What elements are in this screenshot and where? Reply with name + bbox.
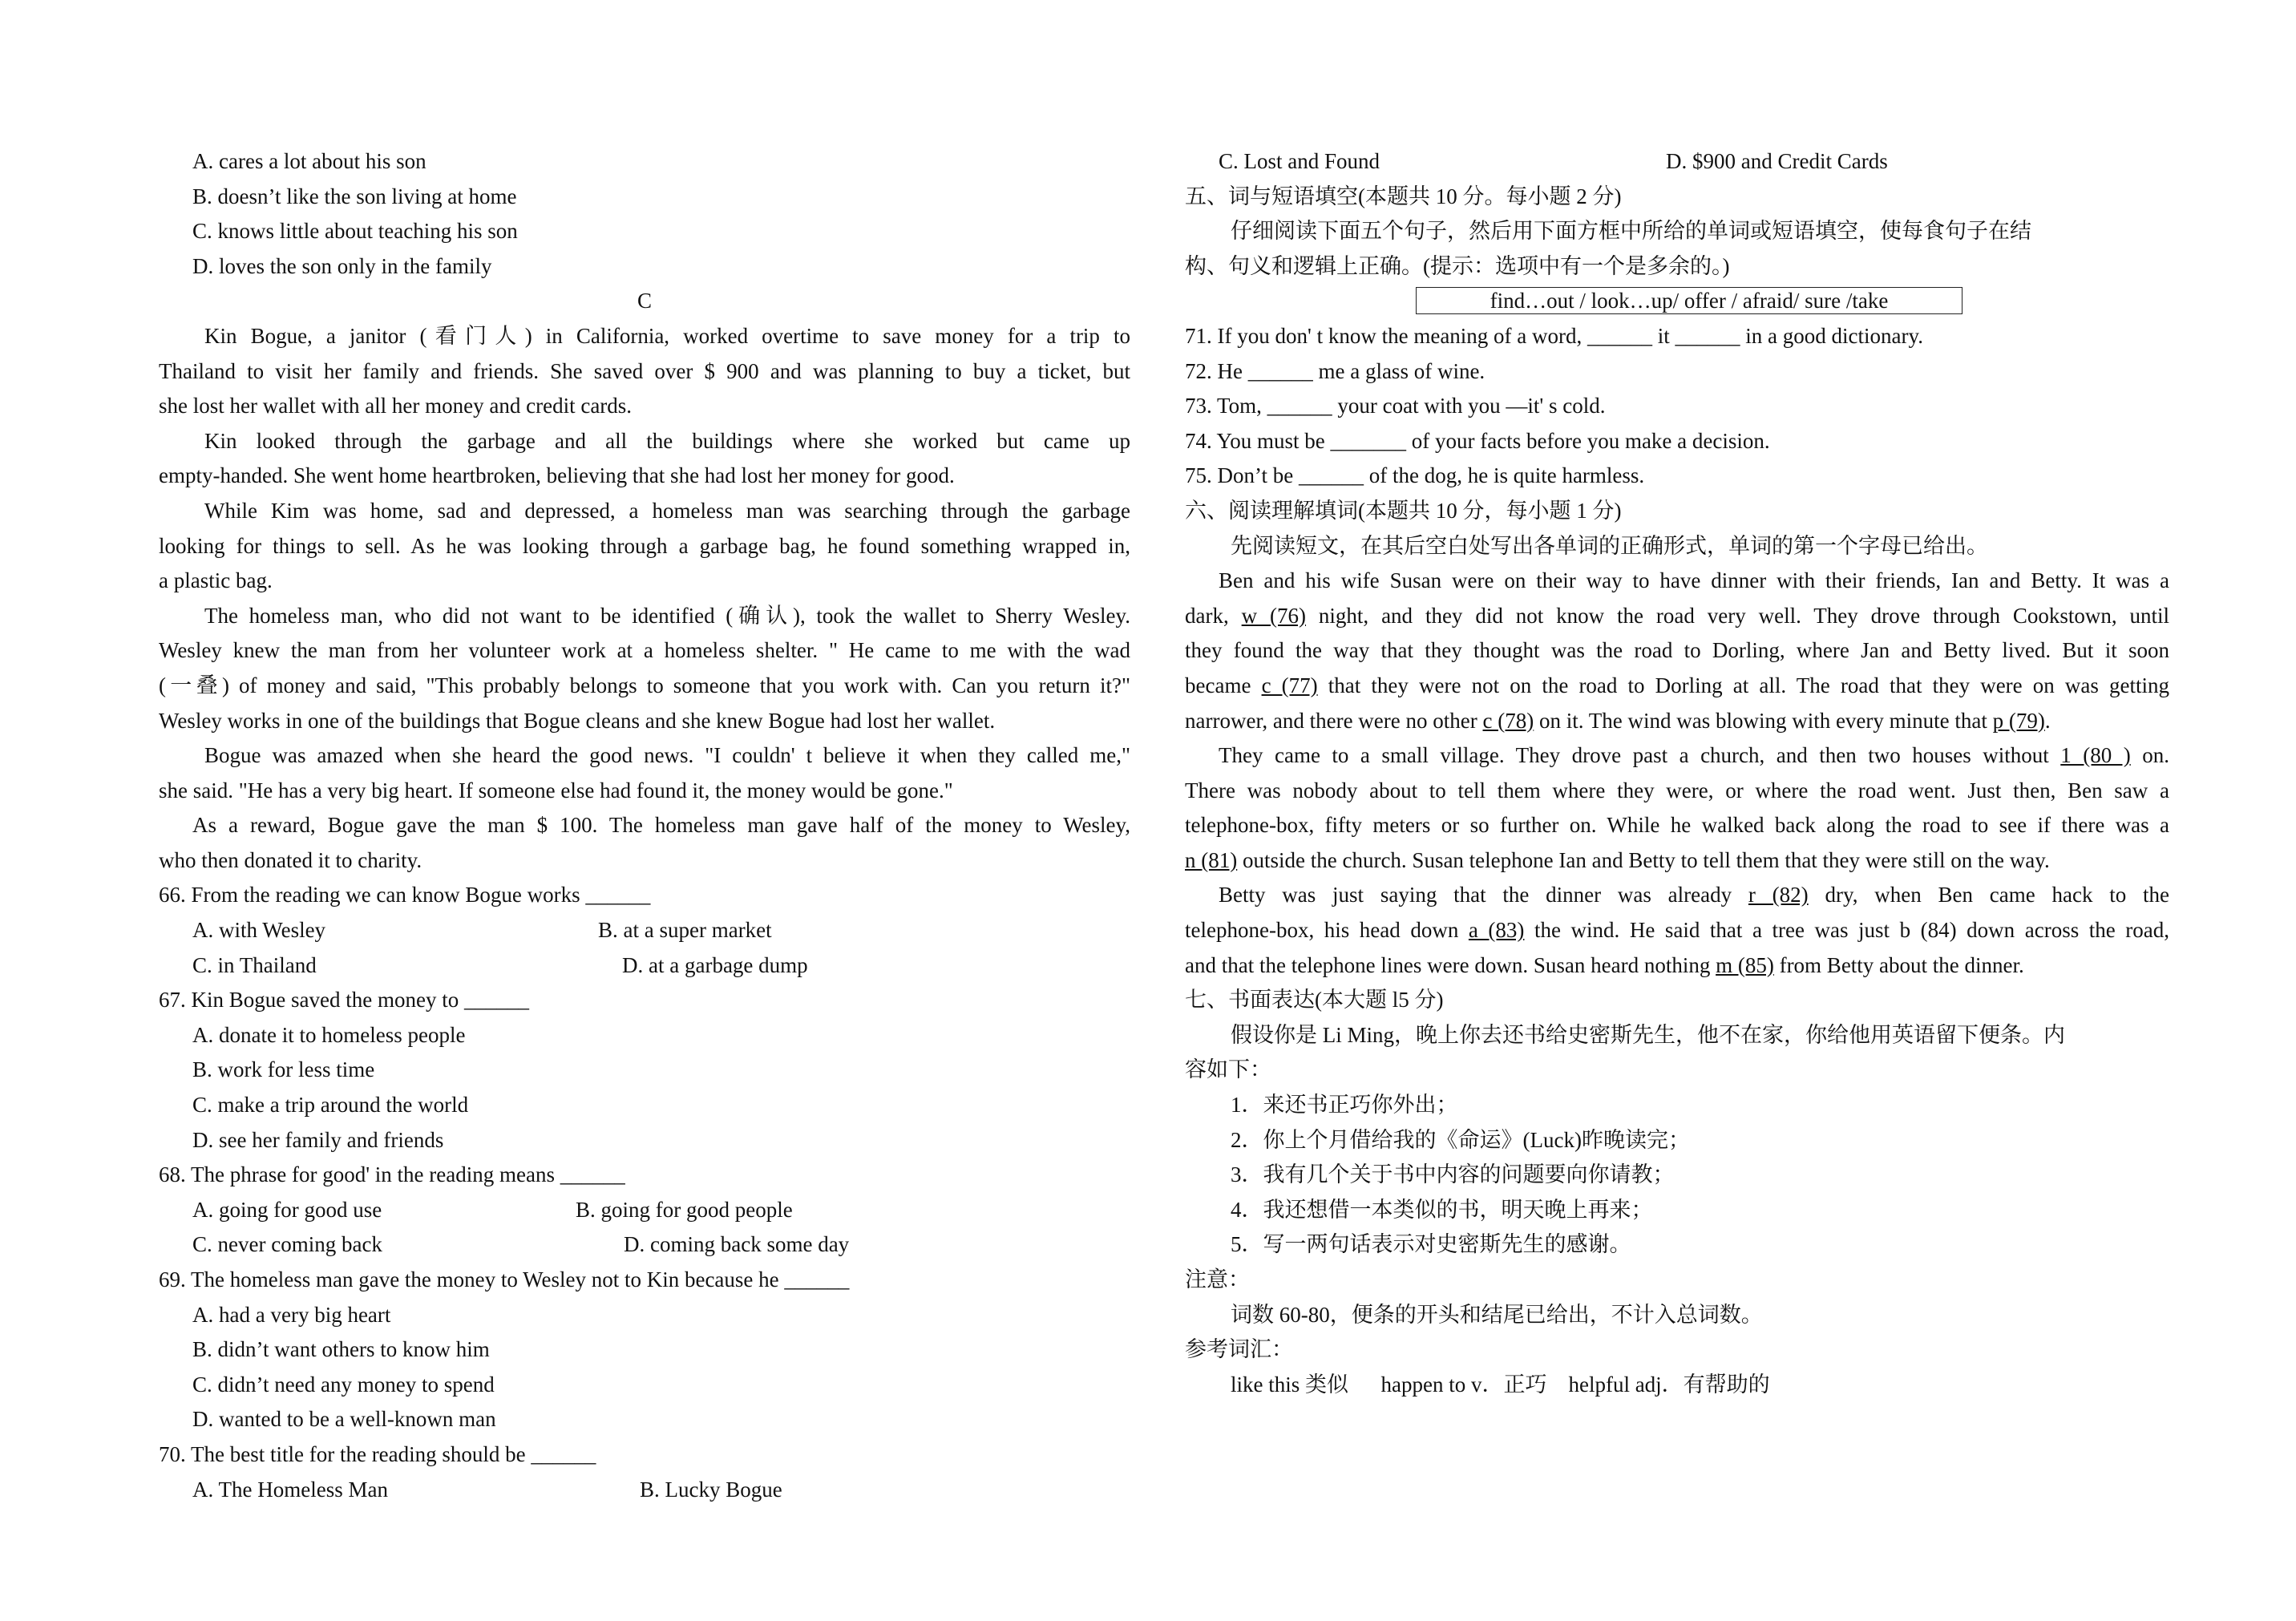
q72: 72. He ______ me a glass of wine. [1185,358,1486,383]
q73: 73. Tom, ______ your coat with you —it' s cold. [1185,394,1606,418]
q70-option-d: D. $900 and Credit Cards [1666,149,1888,173]
blank-77: c (77) [1261,673,1318,697]
q68-option-c: C. never coming back [192,1232,382,1257]
section-7-point-1: 1．来还书正巧你外出； [1231,1093,1458,1118]
passage-line: Kin Bogue, a janitor (看门人) in California, worked overtime to save money for a trip to [204,323,1130,348]
section-7-point-2: 2．你上个月借给我的《命运》(Luck)昨晚读完； [1231,1127,1690,1152]
cloze-line: narrower, and there were no other c (78) on it. The wind was blowing with every minute that p (79). [1185,708,2051,733]
passage-paragraph-6 [159,808,1130,878]
passage-line: looking for things to sell. As he was looking through a garbage bag, he found something wrapped in, [159,533,1130,558]
cloze-line: There was nobody about to tell them where they were, or where the road went. Just then, Ben saw a [1185,778,2169,802]
passage-paragraph-1 [159,319,1130,424]
q68-options-row-2 [159,1227,1130,1263]
q66-option-c: C. in Thailand [192,952,317,977]
passage-paragraph-5 [159,738,1130,808]
passage-line: Kin looked through the garbage and all the buildings where she worked but came up [204,428,1130,453]
passage-line: she lost her wallet with all her money and credit cards. [159,394,633,418]
q70-option-c: C. Lost and Found [1219,149,1380,173]
q70-option-b: B. Lucky Bogue [640,1477,782,1502]
blank-81: n (81) [1185,847,1238,872]
passage-line: As a reward, Bogue gave the man $ 100. The homeless man gave half of the money to Wesley, [192,813,1130,838]
blank-83: a (83) [1468,918,1525,943]
cloze-paragraph-2 [1185,738,2169,878]
q71: 71. If you don' t know the meaning of a word, ______ it ______ in a good dictionary. [1185,323,1923,348]
q68-stem: 68. The phrase for good' in the reading means ______ [159,1162,625,1187]
section-7-intro-line-2: 容如下： [1185,1057,1271,1082]
vocab-text: like this 类似 happen to v．正巧 helpful adj．有帮助的 [1231,1372,1770,1397]
section-7-point-4: 4．我还想借一本类似的书，明天晚上再来； [1231,1197,1653,1222]
passage-paragraph-3 [159,494,1130,599]
q69-stem: 69. The homeless man gave the money to Wesley not to Kin because he ______ [159,1267,850,1292]
q69-option-b: B. didn’t want others to know him [192,1337,490,1362]
q69-option-c: C. didn’t need any money to spend [192,1372,495,1397]
section-6-intro: 先阅读短文，在其后空白处写出各单词的正确形式，单词的第一个字母已给出。 [1231,533,1988,558]
passage-line: Bogue was amazed when she heard the good news. "I couldn' t believe it when they called me," [204,743,1130,768]
cloze-paragraph-1 [1185,564,2169,738]
note-label: 注意： [1185,1267,1250,1292]
q69-option-a: A. had a very big heart [192,1302,391,1327]
q66-options-row-1 [159,913,1130,948]
passage-line: a plastic bag. [159,568,273,593]
q69-option-d: D. wanted to be a well-known man [192,1407,496,1432]
q66-option-d: D. at a garbage dump [622,952,808,977]
blank-80: 1 (80 ) [2060,743,2131,768]
q65-option-c: C. knows little about teaching his son [192,219,518,244]
blank-76: w (76) [1241,603,1307,628]
q67-stem: 67. Kin Bogue saved the money to ______ [159,988,529,1013]
section-6-title: 六、阅读理解填词(本题共 10 分，每小题 1 分) [1185,498,1622,523]
q68-options-row-1 [159,1193,1130,1228]
q66-option-b: B. at a super market [598,918,772,943]
q74: 74. You must be _______ of your facts before you make a decision. [1185,428,1770,453]
left-column [159,144,1130,1507]
q68-option-a: A. going for good use [192,1197,382,1222]
blank-82: r (82) [1748,883,1809,908]
passage-line: empty-handed. She went home heartbroken, believing that she had lost her money for good. [159,463,955,488]
q67-option-c: C. make a trip around the world [192,1093,469,1118]
q66-options-row-2 [159,948,1130,984]
passage-label: C [637,289,652,313]
q66-stem: 66. From the reading we can know Bogue works ______ [159,883,651,908]
section-7-point-5: 5．写一两句话表示对史密斯先生的感谢。 [1231,1232,1631,1257]
q66-option-a: A. with Wesley [192,918,326,943]
q70-option-a: A. The Homeless Man [192,1477,388,1502]
cloze-line: and that the telephone lines were down. Susan heard nothing m (85) from Betty about the dinner. [1185,952,2024,977]
cloze-line: they found the way that they thought was the road to Dorling, where Jan and Betty lived. But it soon [1185,638,2169,663]
q70-stem: 70. The best title for the reading should be ______ [159,1441,596,1466]
cloze-line: n (81) outside the church. Susan telephone Ian and Betty to tell them that they were still on the way. [1185,847,2050,872]
q65-option-d: D. loves the son only in the family [192,253,492,278]
section-7-point-3: 3．我有几个关于书中内容的问题要向你请教； [1231,1162,1675,1187]
passage-line: (一叠) of money and said, "This probably belongs to someone that you work with. Can you return it?" [159,673,1130,697]
passage-paragraph-2 [159,424,1130,494]
right-column [1185,144,2169,1402]
cloze-line: telephone-box, fifty meters or so further on. While he walked back along the road to see if there was a [1185,813,2169,838]
cloze-line: Betty was just saying that the dinner was already r (82) dry, when Ben came hack to the [1219,883,2170,908]
passage-line: she said. "He has a very big heart. If someone else had found it, the money would be gone." [159,778,953,802]
passage-line: The homeless man, who did not want to be identified (确认), took the wallet to Sherry Wesley. [204,603,1130,628]
section-5-intro-line-1: 仔细阅读下面五个句子，然后用下面方框中所给的单词或短语填空，使每食句子在结 [1231,219,2031,244]
cloze-paragraph-3 [1185,878,2169,983]
passage-line: who then donated it to charity. [159,847,422,872]
cloze-line: became c (77) that they were not on the road to Dorling at all. The road that they were on was getting [1185,673,2169,697]
section-7-title: 七、书面表达(本大题 l5 分) [1185,988,1444,1013]
q67-option-a: A. donate it to homeless people [192,1022,466,1047]
section-5-intro-line-2: 构、句义和逻辑上正确。(提示：选项中有一个是多余的。) [1185,253,1730,278]
q67-option-d: D. see her family and friends [192,1127,444,1152]
vocab-label: 参考词汇： [1185,1337,1293,1362]
q65-option-a: A. cares a lot about his son [192,149,426,173]
q65-option-b: B. doesn’t like the son living at home [192,184,517,208]
q70-options-row-1 [159,1473,1130,1508]
blank-78: c (78) [1482,708,1534,733]
word-bank-box: find…out / look…up/ offer / afraid/ sure /take [1416,287,1963,314]
q68-option-d: D. coming back some day [624,1232,850,1257]
q68-option-b: B. going for good people [576,1197,793,1222]
cloze-line: telephone-box, his head down a (83) the wind. He said that a tree was just b (84) down across the road, [1185,918,2170,943]
section-5-title: 五、词与短语填空(本题共 10 分。每小题 2 分) [1185,184,1622,208]
cloze-line: They came to a small village. They drove past a church, and then two houses without 1 (80 ) on. [1219,743,2169,768]
q70-options-row-2 [1185,144,2169,180]
section-7-intro-line-1: 假设你是 Li Ming，晚上你去还书给史密斯先生，他不在家，你给他用英语留下便条。内 [1231,1022,2066,1047]
blank-79: p (79) [1992,708,2045,733]
passage-line: While Kim was home, sad and depressed, a homeless man was searching through the garbage [204,498,1130,523]
passage-line: Wesley knew the man from her volunteer work at a homeless shelter. " He came to me with the wad [159,638,1130,663]
q67-option-b: B. work for less time [192,1057,375,1082]
cloze-line: dark, w (76) night, and they did not know the road very well. They drove through Cookstown, until [1185,603,2170,628]
cloze-line: Ben and his wife Susan were on their way to have dinner with their friends, Ian and Betty. It was a [1219,568,2169,593]
blank-85: m (85) [1716,952,1774,977]
passage-line: Thailand to visit her family and friends. She saved over $ 900 and was planning to buy a ticket, but [159,358,1130,383]
passage-line: Wesley works in one of the buildings that Bogue cleans and she knew Bogue had lost her wallet. [159,708,996,733]
passage-paragraph-4 [159,599,1130,738]
note-text: 词数 60-80，便条的开头和结尾已给出，不计入总词数。 [1231,1302,1763,1327]
q75: 75. Don’t be ______ of the dog, he is quite harmless. [1185,463,1645,488]
